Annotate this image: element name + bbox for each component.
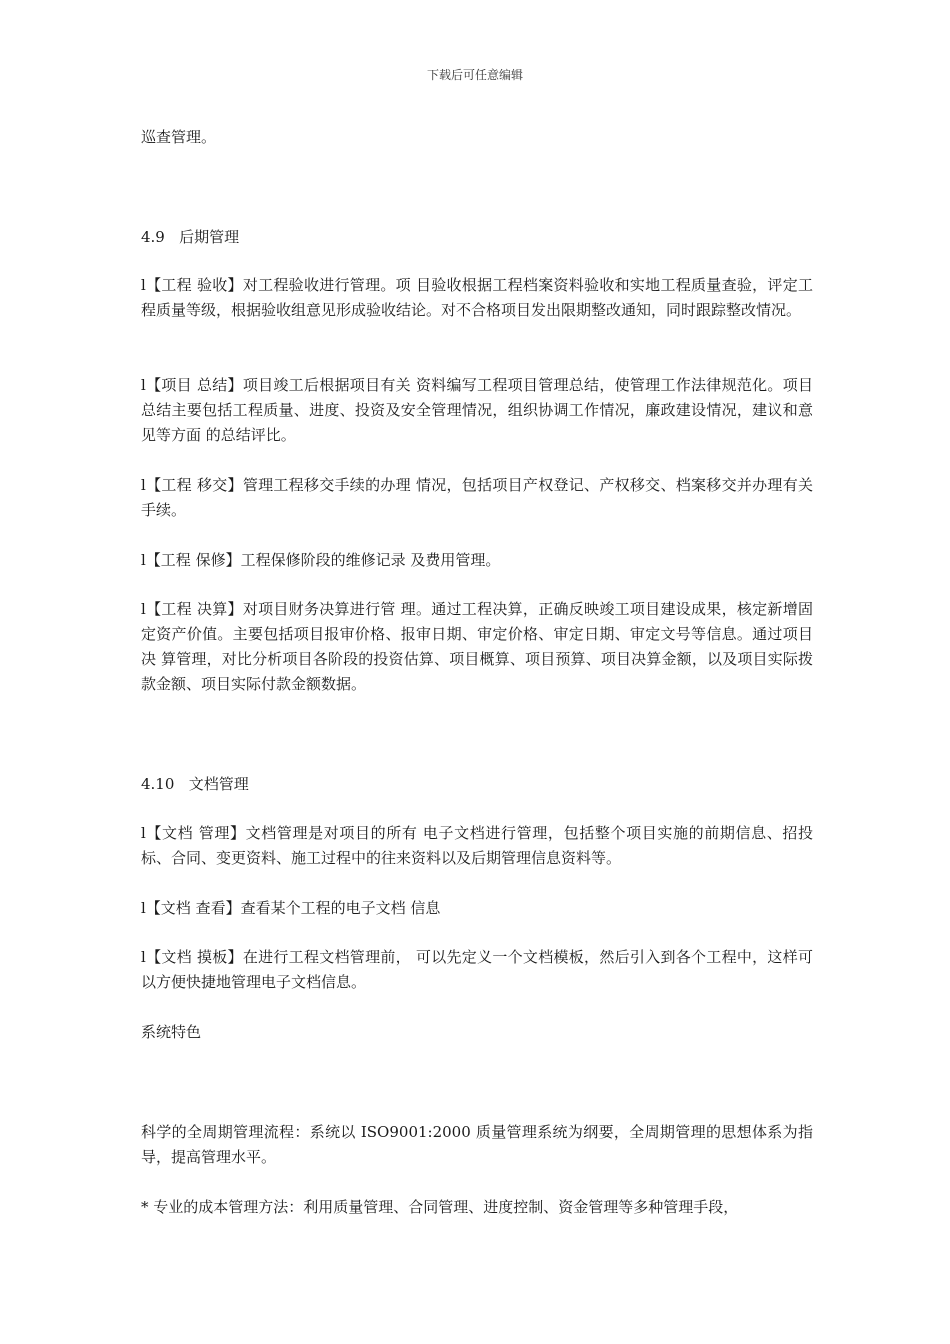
paragraph-cost-management: * 专业的成本管理方法：利用质量管理、合同管理、进度控制、资金管理等多种管理手段， — [141, 1198, 739, 1216]
section-heading-4-9: 4.9 后期管理 — [141, 228, 240, 246]
section-heading-4-10: 4.10 文档管理 — [141, 775, 249, 793]
paragraph-handover: l【工程 移交】管理工程移交手续的办理 情况，包括项目产权登记、产权移交、档案移交并办理有关手续。 — [141, 476, 813, 519]
paragraph-doc-management: l【文档 管理】文档管理是对项目的所有 电子文档进行管理，包括整个项目实施的前期信息、招投标、合同、变更资料、施工过程中的往来资料以及后期管理信息资料等。 — [141, 824, 813, 867]
paragraph-doc-view: l【文档 查看】查看某个工程的电子文档 信息 — [141, 899, 441, 917]
features-heading: 系统特色 — [141, 1023, 202, 1041]
paragraph-acceptance: l【工程 验收】对工程验收进行管理。项 目验收根据工程档案资料验收和实地工程质量查验，评定工程质量等级，根据验收组意见形成验收结论。对不合格项目发出限期整改通知，同时跟踪整改情况。 — [141, 276, 813, 319]
intro-text: 巡查管理。 — [141, 128, 217, 146]
paragraph-lifecycle: 科学的全周期管理流程：系统以 ISO9001:2000 质量管理系统为纲要，全周期管理的思想体系为指导，提高管理水平。 — [141, 1123, 813, 1166]
paragraph-doc-template: l【文档 摸板】在进行工程文档管理前， 可以先定义一个文档模板，然后引入到各个工程中，这样可以方便快捷地管理电子文档信息。 — [141, 948, 813, 991]
paragraph-warranty: l【工程 保修】工程保修阶段的维修记录 及费用管理。 — [141, 551, 501, 569]
paragraph-summary: l【项目 总结】项目竣工后根据项目有关 资料编写工程项目管理总结，使管理工作法律规范化。项目总结主要包括工程质量、进度、投资及安全管理情况，组织协调工作情况，廉政建设情况，建议和意见等方面 的总结评比。 — [141, 376, 813, 444]
paragraph-settlement: l【工程 决算】对项目财务决算进行管 理。通过工程决算，正确反映竣工项目建设成果，核定新增固定资产价值。主要包括项目报审价格、报审日期、审定价格、审定日期、审定文号等信息。通过项目决 算管理，对比分析项目各阶段的投资估算、项目概算、项目预算、项目决算金额，以及项目实际拨款金额、项目实际付款金额数据。 — [141, 600, 813, 693]
page-header: 下载后可任意编辑 — [426, 68, 523, 82]
